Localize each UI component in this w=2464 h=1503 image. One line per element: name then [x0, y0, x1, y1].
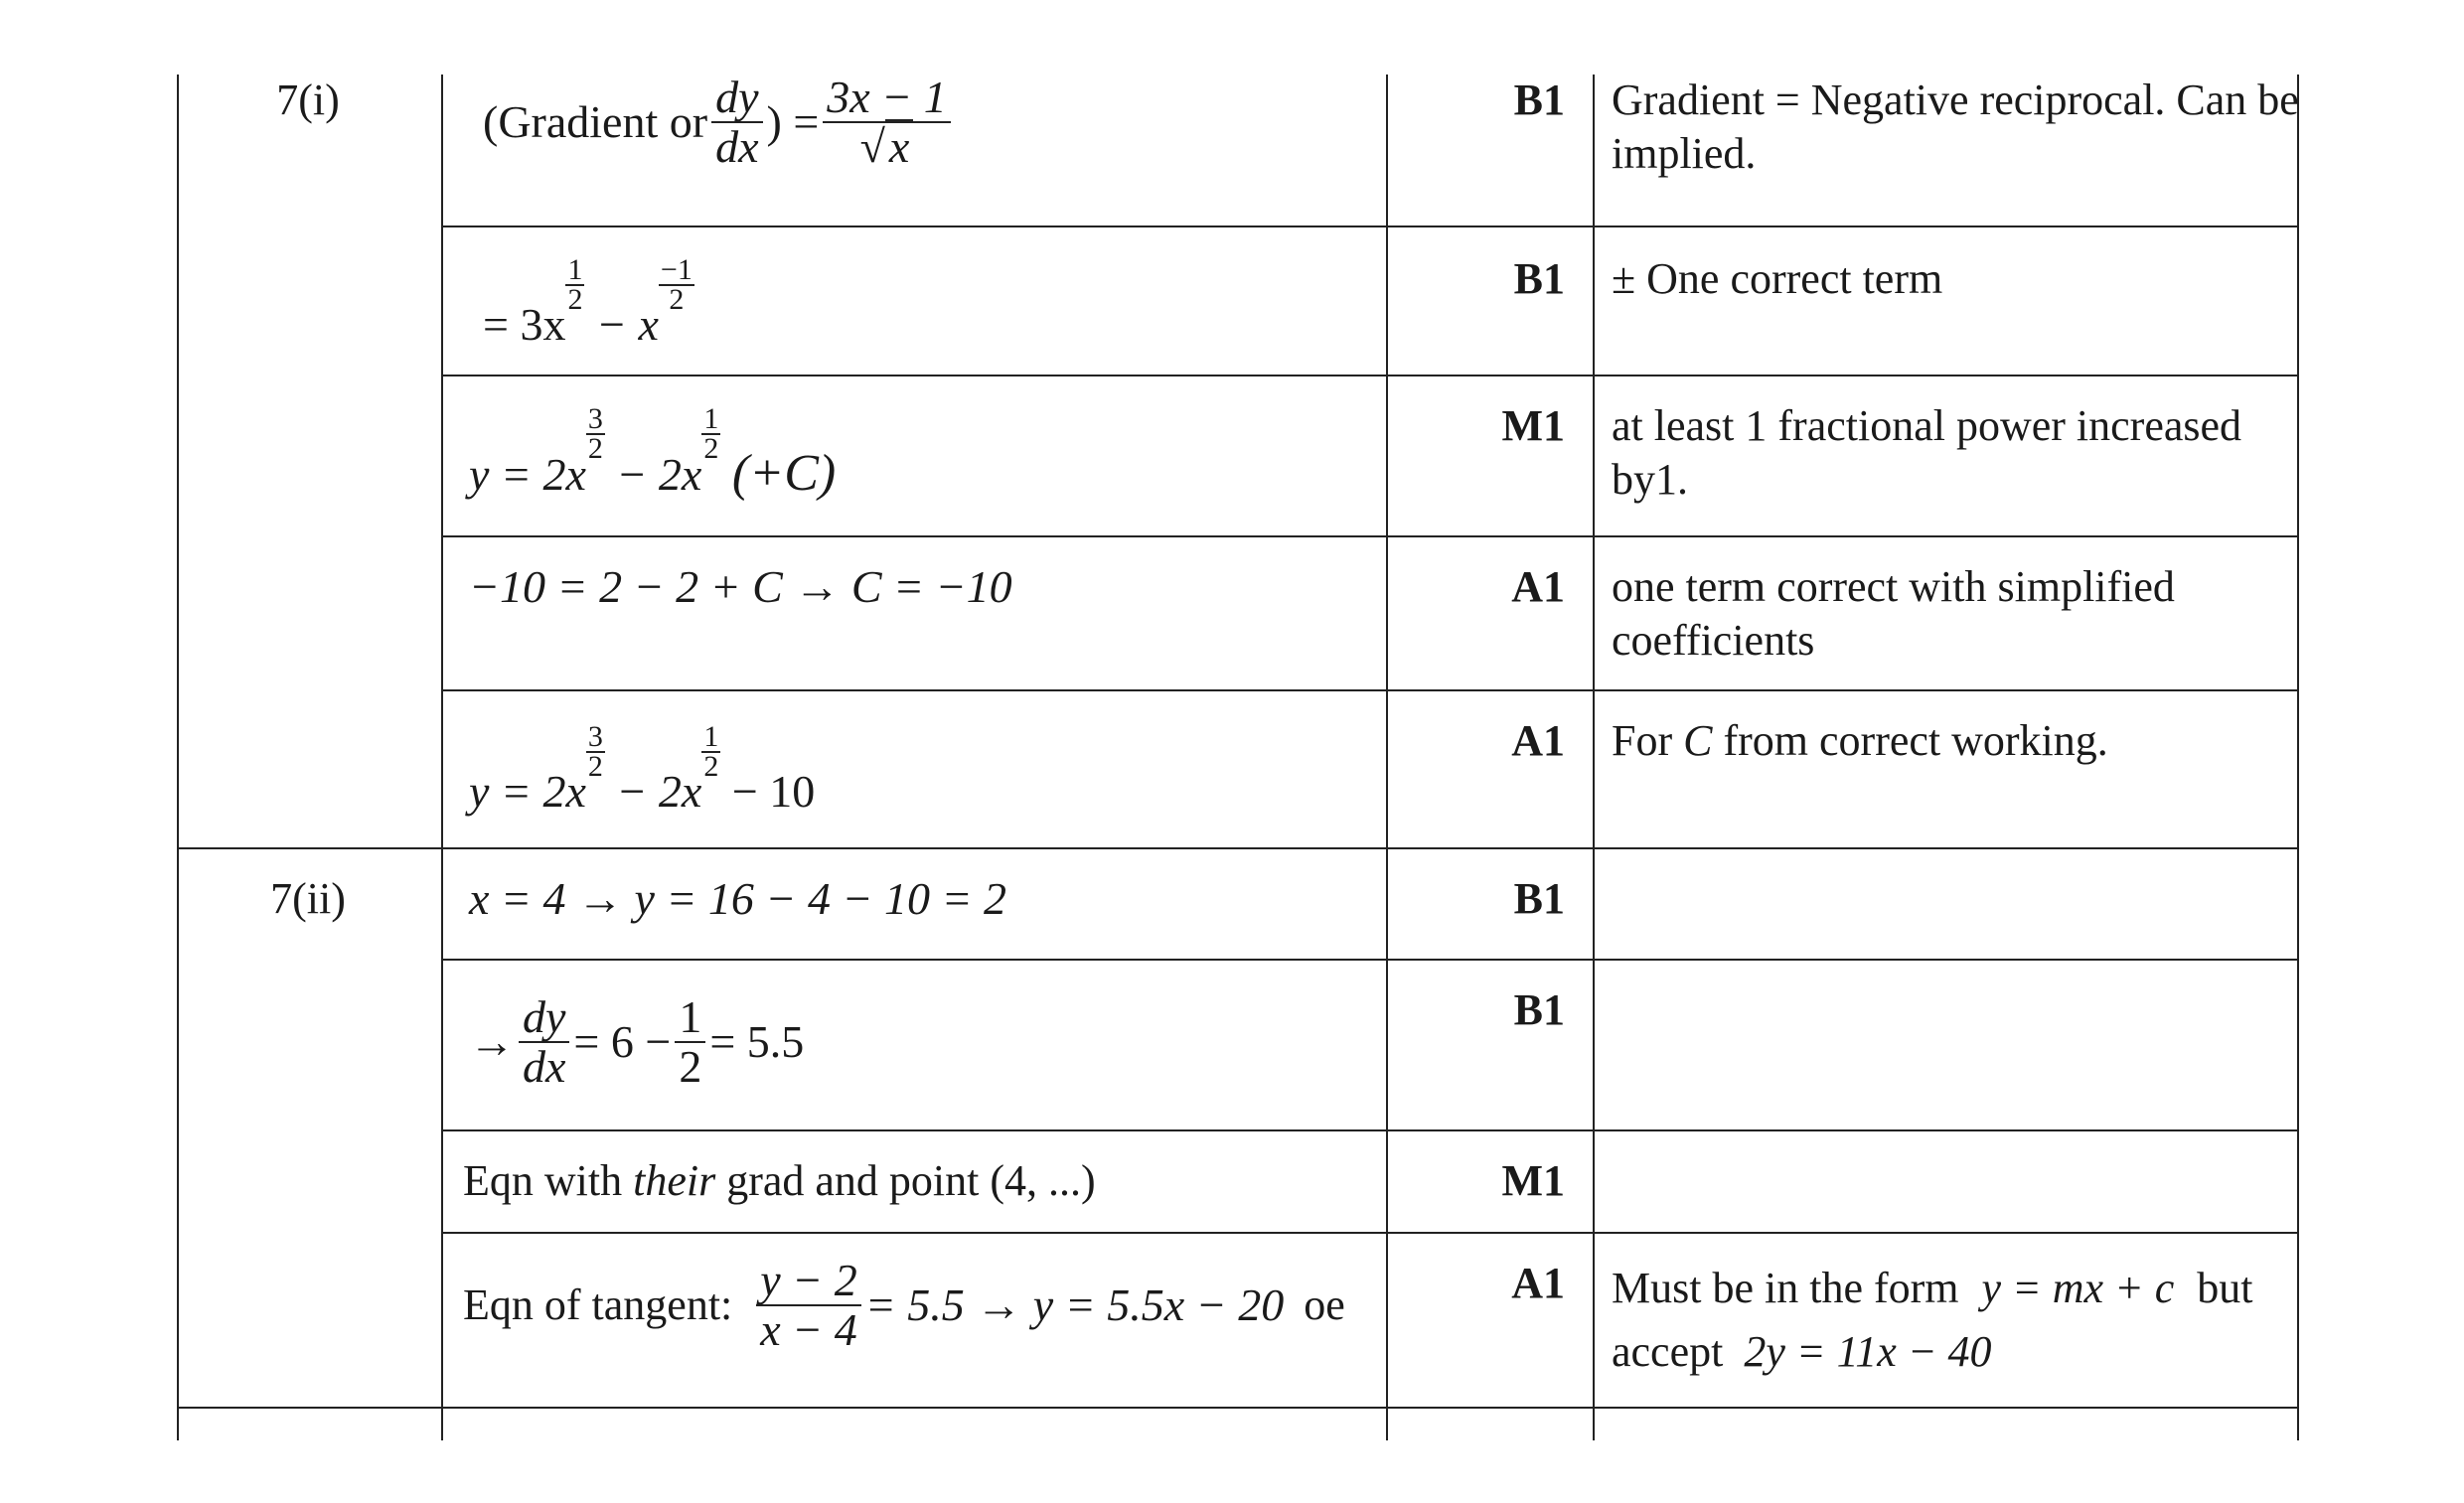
exponent-half: $\frac{1}{2}$ [703, 402, 719, 465]
radicand: x [885, 119, 913, 172]
guidance-text [1612, 1257, 2307, 1384]
exponent-three-halves: $\frac{3}{2}$ [587, 402, 603, 465]
column-divider-answer [1386, 75, 1388, 1440]
mark-code: B1 [1513, 985, 1565, 1034]
answer-text: grad and point (4, ...) [715, 1156, 1096, 1205]
answer-text: y = 2x [469, 449, 586, 500]
guidance-part: from correct working. [1712, 716, 2108, 765]
guidance-text: ± One correct term [1612, 254, 1943, 303]
answer-point: x = 4 → y = 16 − 4 − 10 = 2 [469, 873, 1007, 924]
mark-code: A1 [1511, 562, 1565, 611]
mark-code: B1 [1513, 75, 1565, 124]
guidance-part: For [1612, 716, 1684, 765]
fraction-dydx [711, 74, 762, 171]
exponent-three-halves: $\frac{3}{2}$ [587, 720, 603, 783]
fraction-numerator: y − 2 [756, 1257, 860, 1306]
column-divider-question [441, 75, 443, 1440]
answer-text: − 2x [616, 449, 702, 500]
guidance-formula: 2y = 11x − 40 [1744, 1327, 1992, 1376]
column-divider-marks [1593, 75, 1595, 1440]
answer-text: ) = [766, 96, 820, 147]
answer-expanded [483, 253, 694, 356]
guidance-part: accept [1612, 1327, 1724, 1376]
answer-constant: −10 = 2 − 2 + C → C = −10 [469, 561, 1012, 612]
guidance-text: at least 1 fractional power increased by1. [1612, 401, 2242, 504]
answer-text: (+C) [731, 445, 837, 502]
square-root [860, 123, 914, 171]
guidance-text [1612, 714, 2307, 768]
fraction-denominator [823, 123, 950, 171]
answer-tangent [463, 1257, 1345, 1354]
row-divider [441, 375, 2299, 376]
exponent-half: $\frac{1}{2}$ [703, 720, 719, 783]
fraction-numerator: dy [711, 74, 762, 123]
radical-sign-icon: √ [859, 121, 885, 172]
answer-text: Eqn of tangent: [463, 1280, 733, 1329]
fraction-denominator: 2 [679, 1041, 702, 1092]
answer-equation-method [463, 1154, 1096, 1208]
question-number-7i: 7(i) [276, 75, 340, 124]
row-divider [441, 225, 2299, 227]
arrow-icon: → [469, 1016, 515, 1067]
guidance-variable: C [1683, 716, 1713, 765]
row-divider [441, 1129, 2299, 1131]
mark-code: M1 [1501, 1156, 1565, 1205]
answer-text: = 6 − [573, 1016, 672, 1067]
fraction-dydx [519, 993, 569, 1091]
guidance-part: Must be in the form [1612, 1264, 1959, 1312]
answer-text: − 10 [731, 766, 816, 817]
answer-text: = 5.5 → y = 5.5x − 20 [864, 1279, 1285, 1330]
answer-text: − 2x [616, 766, 702, 817]
row-divider [177, 1407, 2299, 1409]
answer-gradient-value [469, 993, 804, 1091]
question-number-7ii: 7(ii) [270, 874, 346, 923]
mark-code: M1 [1501, 401, 1565, 450]
mark-code: B1 [1513, 874, 1565, 923]
guidance-text: Gradient = Negative reciprocal. Can be implied. [1612, 75, 2299, 178]
row-divider [441, 959, 2299, 961]
fraction-denominator: dx [523, 1041, 566, 1092]
answer-gradient [483, 74, 955, 171]
table-border-left [177, 75, 179, 1440]
mark-code: B1 [1513, 254, 1565, 303]
answer-text: Eqn with [463, 1156, 634, 1205]
row-divider [441, 689, 2299, 691]
fraction-half [675, 993, 705, 1091]
answer-text: = 5.5 [709, 1016, 805, 1067]
mark-code: A1 [1511, 716, 1565, 765]
exponent-half: $\frac{1}{2}$ [567, 253, 583, 316]
fraction-tangent [756, 1257, 860, 1354]
row-divider [441, 1232, 2299, 1234]
answer-text: y = 2x [469, 766, 586, 817]
guidance-part: but [2197, 1264, 2253, 1312]
answer-final-curve [469, 720, 816, 823]
row-divider [441, 535, 2299, 537]
answer-text: oe [1304, 1280, 1345, 1329]
exponent-minus-half: $\frac{-1}{2}$ [660, 253, 693, 316]
mark-code: A1 [1511, 1259, 1565, 1307]
answer-text: = 3x [483, 299, 566, 350]
fraction-denominator: x − 4 [760, 1304, 857, 1355]
answer-text: (Gradient or [483, 96, 708, 147]
fraction-numerator: 3x − 1 [823, 74, 950, 123]
guidance-formula: y = mx + c [1981, 1264, 2175, 1312]
fraction-numerator: 1 [675, 993, 705, 1043]
fraction-numerator: dy [519, 993, 569, 1043]
guidance-text: one term correct with simplified coefficients [1612, 562, 2175, 665]
answer-integrated [469, 402, 837, 505]
answer-text: − x [595, 299, 659, 350]
row-divider [177, 847, 2299, 849]
answer-text: their [633, 1156, 716, 1205]
fraction-gradient [823, 74, 950, 171]
fraction-denominator: dx [715, 121, 759, 172]
